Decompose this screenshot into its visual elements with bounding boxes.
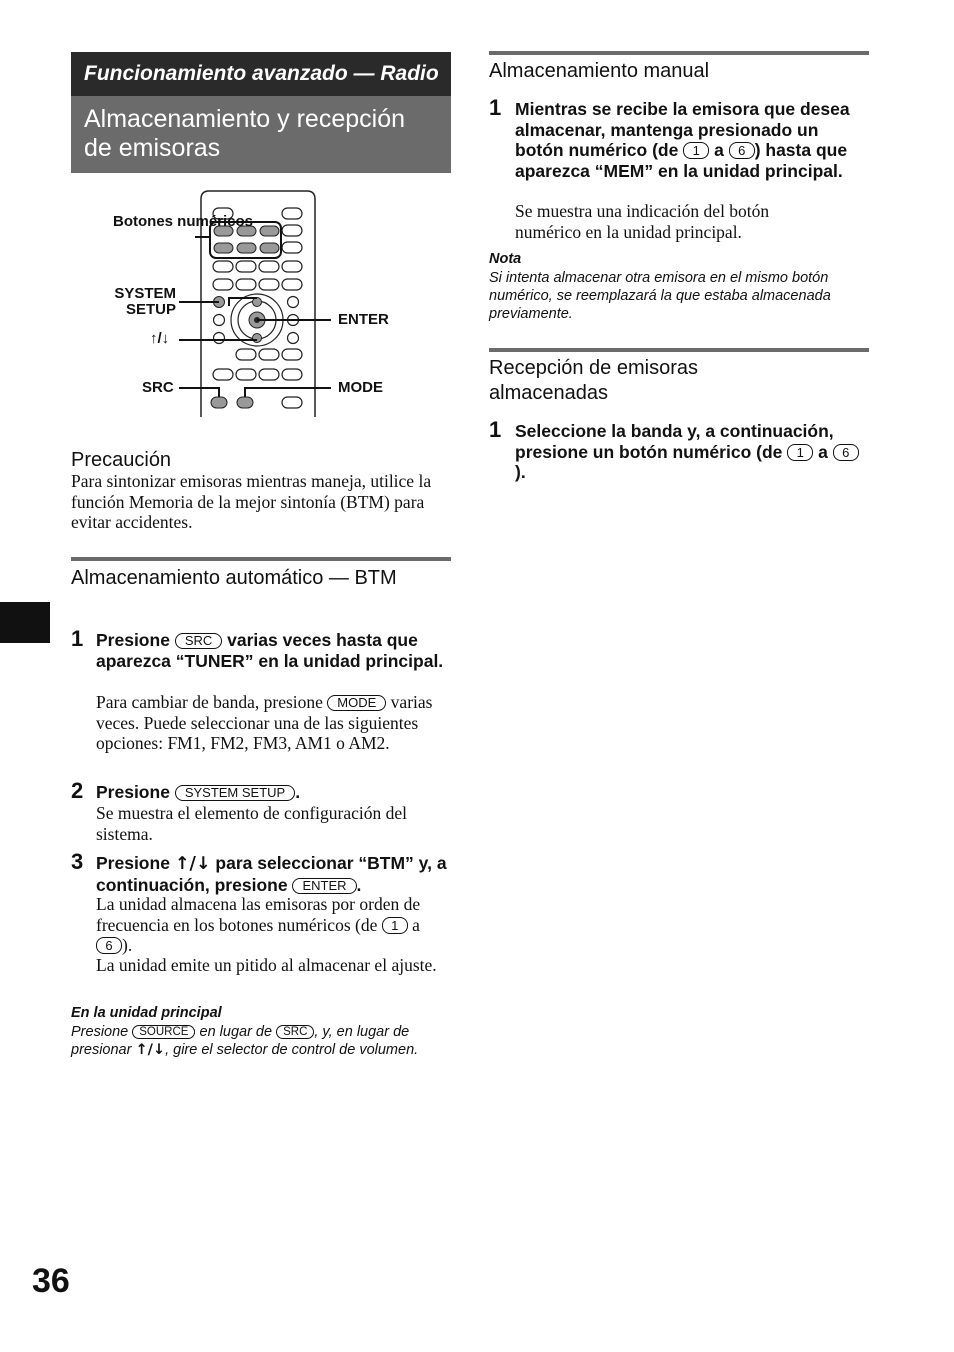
precaution-text: Para sintonizar emisoras mientras maneja, utilice la función Memoria de la mejor sintonía (BTM) para evitar accidentes. [71,471,432,532]
page-title: Almacenamiento y recepción de emisoras [71,96,451,173]
text: , gire el selector de control de volumen. [165,1042,419,1058]
precaution-heading: Precaución [71,449,172,471]
step-number: 1 [489,95,502,120]
text: Presione [71,1024,129,1040]
text: Para cambiar de banda, presione [96,692,323,712]
button-1-glyph: 1 [787,444,813,461]
text: , y, en lugar de presionar [71,1024,410,1058]
auto-step2-detail: Se muestra el elemento de configuración del sistema. [96,803,407,844]
button-6-glyph: 6 [729,142,755,159]
mode-button-glyph: MODE [327,695,386,711]
note-text: Si intenta almacenar otra emisora en el mismo botón numérico, se reemplazará la que estaba almacenada previamente. [489,270,831,322]
section-divider [489,51,869,55]
text: varias veces. Puede seleccionar una de las siguientes opciones: FM1, FM2, FM3, AM1 o AM2. [96,692,433,753]
system-setup-label: SYSTEM SETUP [114,285,176,318]
source-button-glyph: SOURCE [132,1025,195,1039]
mode-label: MODE [338,379,383,396]
recall-step1-instruction [515,421,869,483]
recall-heading: Recepción de emisoras almacenadas [489,357,698,404]
numeric-buttons-label: Botones numéricos [113,213,254,230]
text: La unidad almacena las emisoras por orden de frecuencia en los botones numéricos (de [96,894,421,935]
note-heading: Nota [489,251,522,267]
section-divider [71,557,451,561]
text: Mientras se recibe la emisora que desea almacenar, mantenga presionado un botón numérico (de [515,99,850,160]
enter-button-glyph: ENTER [292,878,356,894]
text: para seleccionar “BTM” y, a continuación, presione [96,853,447,895]
auto-step3-instruction [96,853,451,895]
src-label: SRC [142,379,174,396]
text: Presione [96,782,170,802]
section-header: Funcionamiento avanzado — Radio [71,52,451,96]
src-button-glyph: SRC [175,633,222,649]
button-6-glyph: 6 [96,937,122,954]
auto-step1-instruction [96,630,446,671]
auto-step1-detail [96,692,446,754]
text: a [714,140,724,160]
src-button-glyph: SRC [276,1025,314,1039]
text: Presione [96,853,170,873]
text: ). [515,462,526,482]
text: ). [122,935,133,955]
note-heading: En la unidad principal [71,1005,222,1021]
manual-storage-heading: Almacenamiento manual [489,60,710,82]
enter-label: ENTER [338,311,389,328]
button-6-glyph: 6 [833,444,859,461]
text: Seleccione la banda y, a continuación, presione un botón numérico (de [515,421,834,462]
up-down-arrows-icon: ↑/↓ [135,1042,166,1058]
manual-step1-instruction [515,99,869,181]
up-down-arrows-icon: ↑/↓ [174,854,211,874]
button-1-glyph: 1 [683,142,709,159]
auto-step2-instruction [96,782,446,803]
auto-storage-heading: Almacenamiento automático — BTM [71,567,397,589]
text: ) hasta que aparezca “MEM” en la unidad principal. [515,140,848,181]
note-text [71,1023,453,1059]
text: en lugar de [199,1024,273,1040]
button-1-glyph: 1 [382,917,408,934]
step-number: 1 [489,417,502,442]
auto-step3-detail2: La unidad emite un pitido al almacenar el ajuste. [96,955,437,975]
system-setup-button-glyph: SYSTEM SETUP [175,785,295,801]
text: a [818,441,828,462]
page-number: 36 [32,1262,70,1300]
step-number: 2 [71,778,84,803]
manual-step1-detail: Se muestra una indicación del botón numérico en la unidad principal. [515,201,770,242]
text: . [295,782,301,802]
chapter-tab [0,602,50,643]
auto-step3-detail [96,894,446,956]
step-number: 3 [71,849,84,874]
text: Presione [96,630,170,650]
step-number: 1 [71,626,84,651]
section-divider [489,348,869,352]
text: . [356,874,362,895]
arrows-label: ↑/↓ [150,330,170,347]
text: a [412,914,420,935]
text: varias veces hasta que aparezca “TUNER” en la unidad principal. [96,630,444,671]
